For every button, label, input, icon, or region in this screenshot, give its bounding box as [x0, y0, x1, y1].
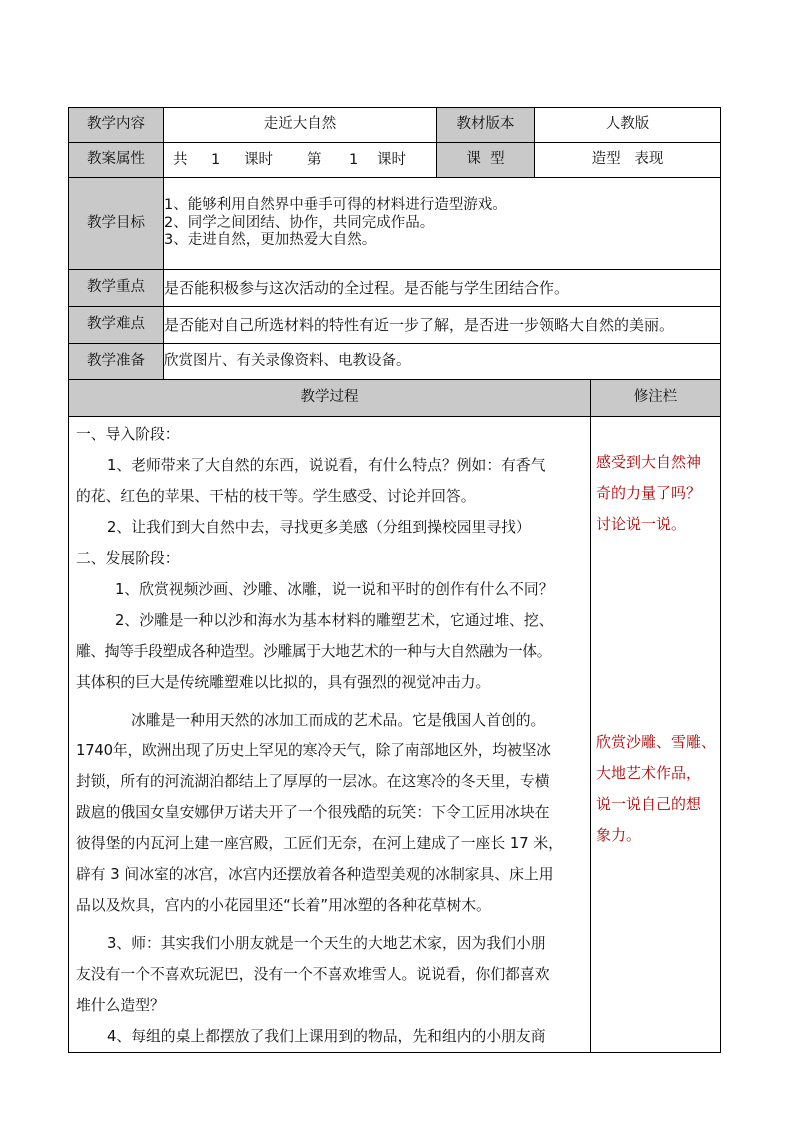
- row-attr: [69, 143, 721, 178]
- row-process-head: [69, 380, 721, 417]
- process-line: 跋扈的俄国女皇安娜伊万诺夫开了一个很残酷的玩笑：下令工匠用冰块在: [76, 804, 550, 821]
- process-line: 封锁，所有的河流湖泊都结上了厚厚的一层冰。在这寒冷的冬天里，专横: [76, 773, 550, 790]
- difficulty-value: 是否能对自己所选材料的特性有近一步了解，是否进一步领略大自然的美丽。: [164, 307, 721, 344]
- process-line: 2、沙雕是一种以沙和海水为基本材料的雕塑艺术，它通过堆、挖、: [115, 612, 554, 629]
- process-line: 品以及炊具，宫内的小花园里还“长着”用冰塑的各种花草树木。: [76, 897, 491, 914]
- process-line: 1、老师带来了大自然的东西，说说看，有什么特点？例如：有香气: [107, 457, 546, 474]
- row-goals: [69, 178, 721, 270]
- attr-unit2: 课时: [377, 152, 406, 168]
- process-line: 3、师：其实我们小朋友就是一个天生的大地艺术家，因为我们小朋: [107, 935, 546, 952]
- process-line: 冰雕是一种用天然的冰加工而成的艺术品。它是俄国人首创的。: [131, 712, 546, 729]
- lesson-plan-table: [68, 107, 721, 1053]
- notes-body: [591, 417, 721, 1053]
- note-line: 奇的力量了吗？: [596, 484, 702, 502]
- note-line: 讨论说一说。: [596, 515, 687, 533]
- attr-no-n: 1: [349, 152, 359, 168]
- row-difficulty: [69, 307, 721, 344]
- content-value: 走近大自然: [164, 108, 437, 143]
- process-line: 一、导入阶段：: [76, 426, 180, 443]
- process-line: 雕、掏等手段塑成各种造型。沙雕属于大地艺术的一种与大自然融为一体。: [76, 643, 552, 660]
- goal-item: 2、同学之间团结、协作，共同完成作品。: [164, 214, 435, 231]
- note-line: 象力。: [596, 826, 642, 844]
- prep-label: 教学准备: [69, 344, 164, 380]
- process-line: 堆什么造型？: [76, 997, 165, 1014]
- process-line: 的花、红色的苹果、干枯的枝干等。学生感受、讨论并回答。: [76, 488, 476, 505]
- type-value: 造型 表现: [535, 143, 721, 178]
- notes-heading: 修注栏: [591, 380, 721, 417]
- notes-block: [596, 447, 701, 540]
- process-line: 1、欣赏视频沙画、沙雕、冰雕，说一说和平时的创作有什么不同？: [115, 581, 554, 598]
- row-content: [69, 108, 721, 143]
- attr-unit1: 课时: [244, 152, 273, 168]
- note-line: 大地艺术作品，: [596, 764, 702, 782]
- goals-label: 教学目标: [69, 178, 164, 270]
- process-line: 二、发展阶段：: [76, 550, 180, 567]
- note-line: 感受到大自然神: [596, 453, 702, 471]
- process-line: 1740年，欧洲出现了历史上罕见的寒冷天气，除了南部地区外，均被坚冰: [76, 742, 551, 759]
- edition-label: 教材版本: [437, 108, 535, 143]
- prep-value: 欣赏图片、有关录像资料、电教设备。: [164, 344, 721, 380]
- row-key: [69, 270, 721, 307]
- process-body: [69, 417, 591, 1053]
- process-line: 其体积的巨大是传统雕塑难以比拟的，具有强烈的视觉冲击力。: [76, 674, 491, 691]
- attr-total: 共: [173, 152, 188, 168]
- type-label: 课 型: [437, 143, 535, 178]
- process-line: 彼得堡的内瓦河上建一座宫殿，工匠们无奈，在河上建成了一座长 17 米，: [76, 835, 563, 852]
- row-process-body: [69, 417, 721, 1053]
- row-prep: [69, 344, 721, 380]
- attr-label: 教案属性: [69, 143, 164, 178]
- key-label: 教学重点: [69, 270, 164, 307]
- process-line: 友没有一个不喜欢玩泥巴，没有一个不喜欢堆雪人。说说看，你们都喜欢: [76, 966, 550, 983]
- notes-block: [596, 727, 716, 851]
- edition-value: 人教版: [535, 108, 721, 143]
- attr-no: 第: [307, 152, 322, 168]
- goal-item: 1、能够利用自然界中垂手可得的材料进行造型游戏。: [164, 197, 507, 214]
- difficulty-label: 教学难点: [69, 307, 164, 344]
- process-line: 2、让我们到大自然中去，寻找更多美感（分组到操校园里寻找）: [107, 519, 531, 536]
- content-label: 教学内容: [69, 108, 164, 143]
- process-line: 辟有 3 间冰室的冰宫，冰宫内还摆放着各种造型美观的冰制家具、床上用: [76, 866, 554, 883]
- note-line: 说一说自己的想: [596, 795, 702, 813]
- goals-list: [164, 178, 721, 270]
- goal-item: 3、走进自然，更加热爱大自然。: [164, 232, 377, 249]
- attr-value: [164, 143, 437, 178]
- process-heading: 教学过程: [69, 380, 591, 417]
- process-line: 4、每组的桌上都摆放了我们上课用到的物品，先和组内的小朋友商: [107, 1028, 546, 1045]
- note-line: 欣赏沙雕、雪雕、: [596, 733, 717, 751]
- key-value: 是否能积极参与这次活动的全过程。是否能与学生团结合作。: [164, 270, 721, 307]
- attr-total-n: 1: [211, 152, 221, 168]
